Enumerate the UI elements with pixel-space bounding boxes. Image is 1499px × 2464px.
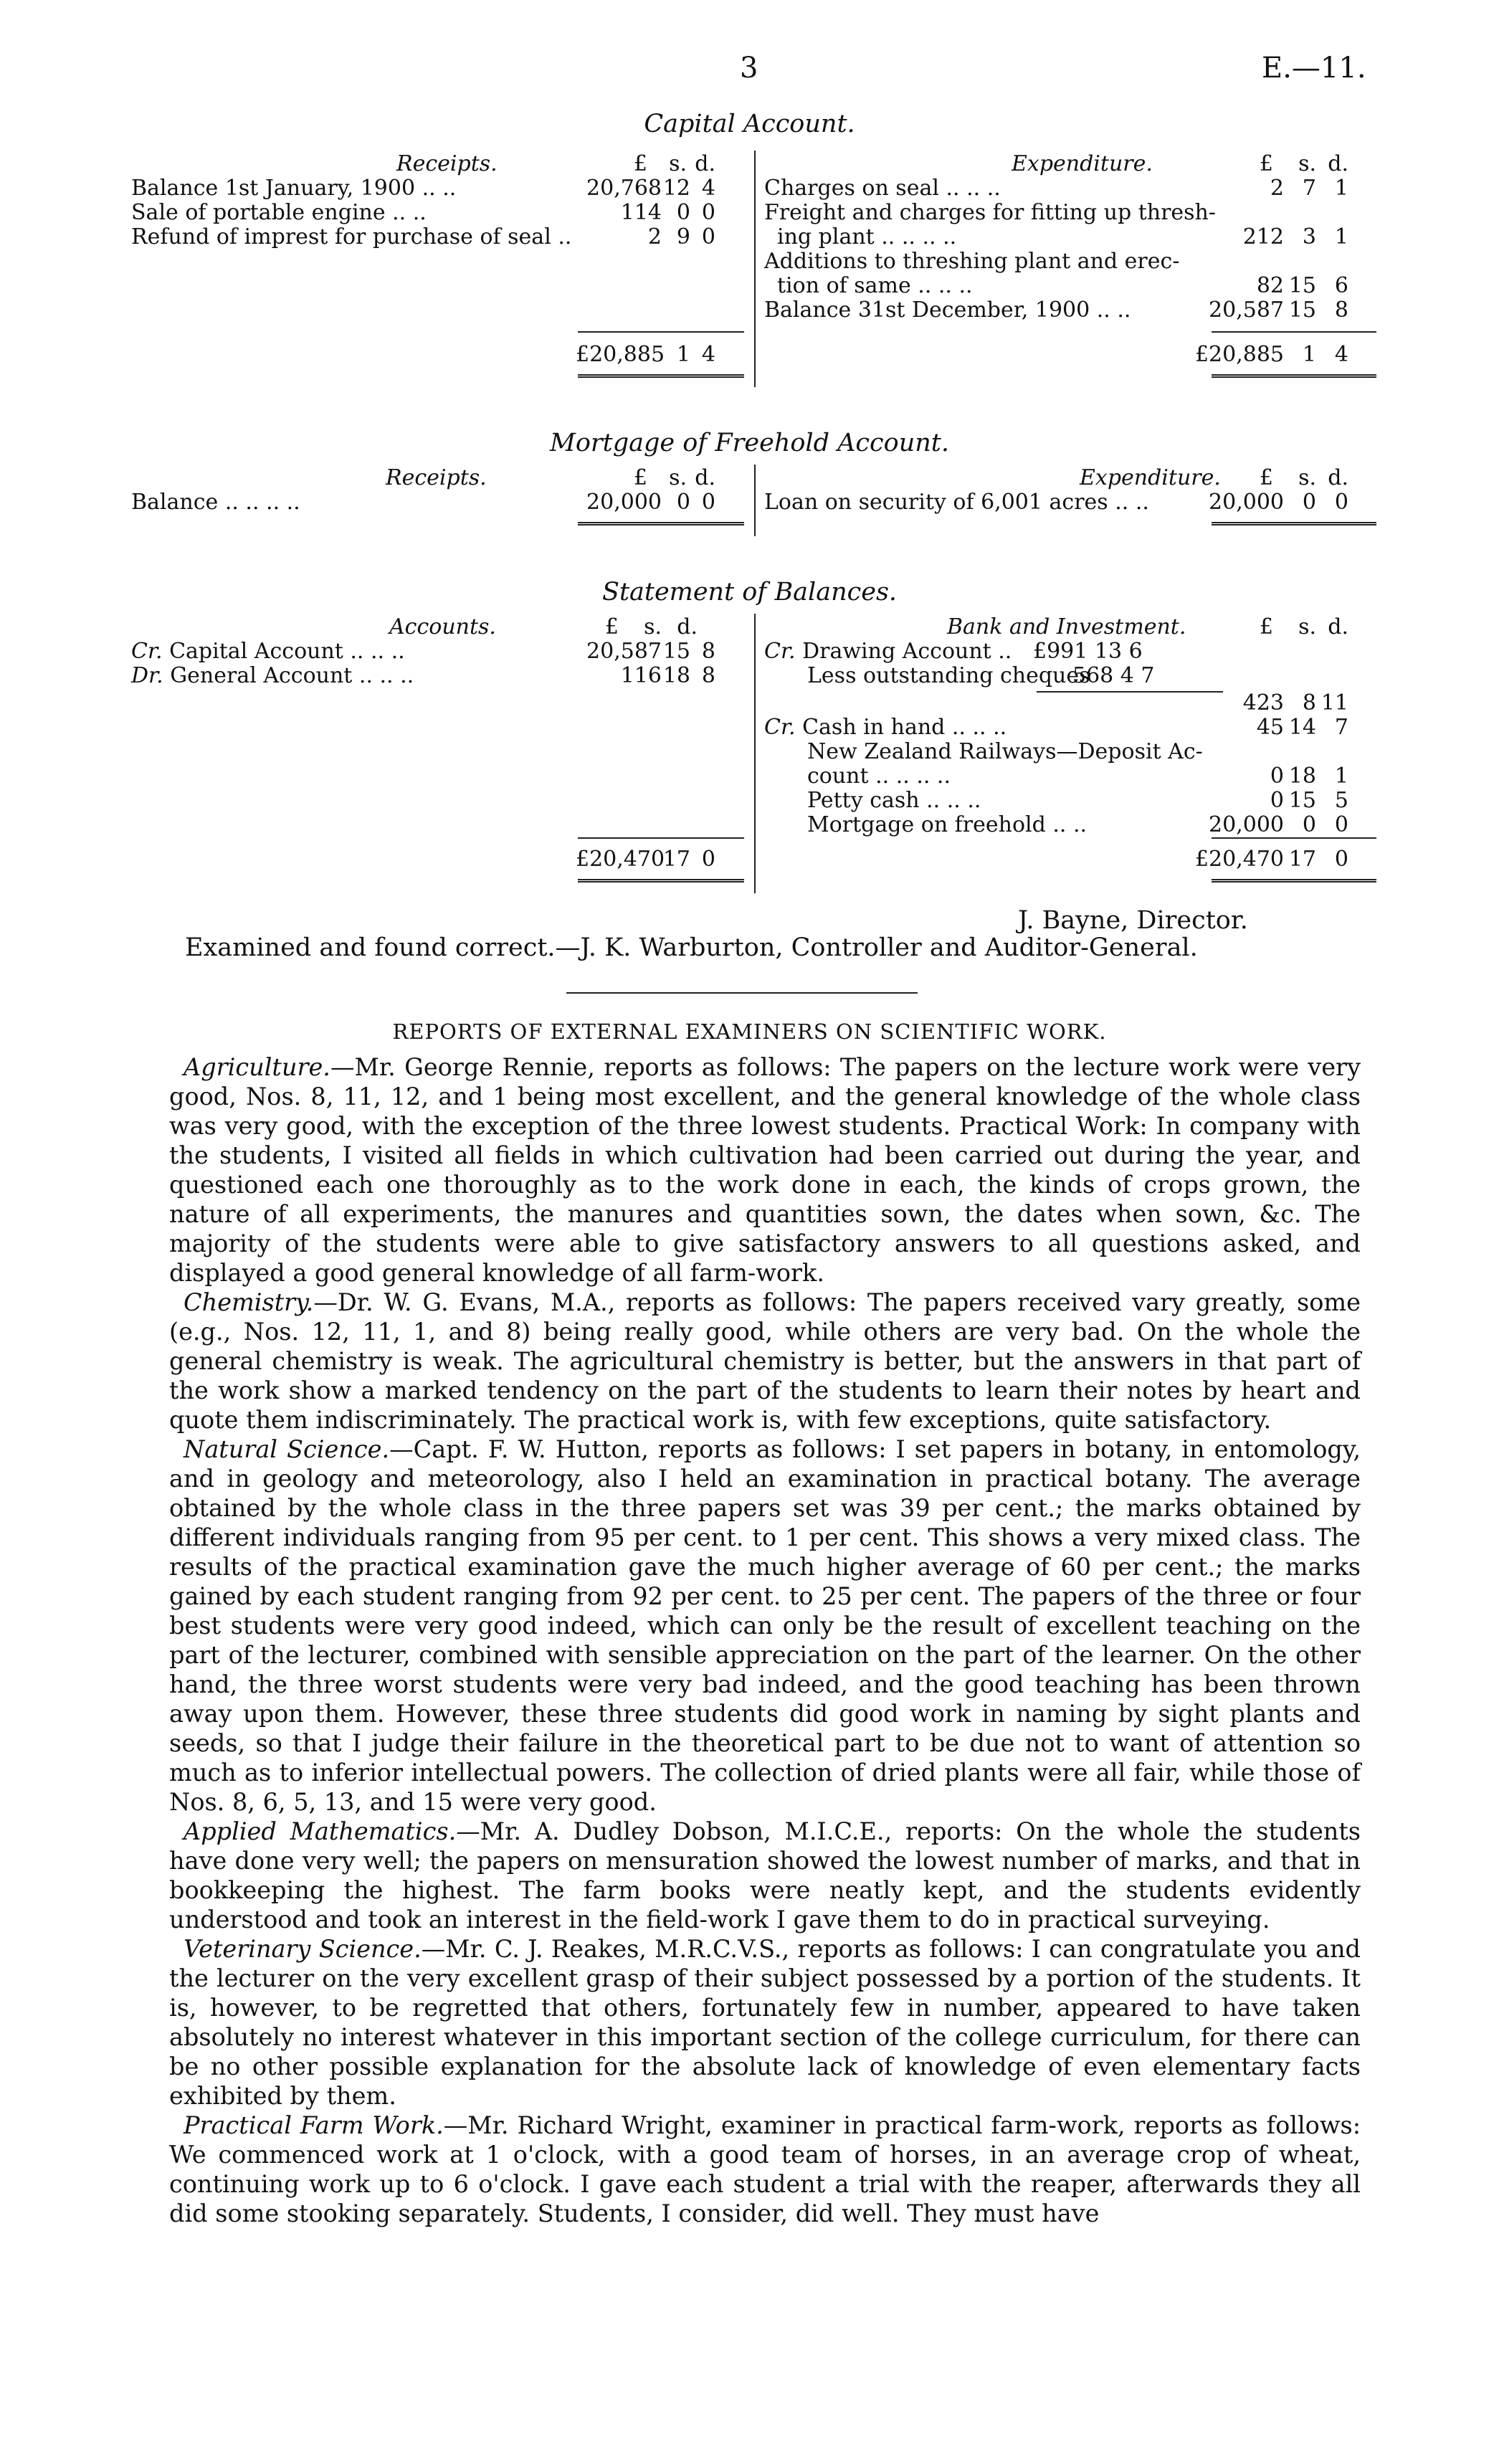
bank-prefix: Cr. xyxy=(764,715,796,740)
receipts-heading: Receipts. xyxy=(396,151,498,176)
accounts-heading: Accounts. xyxy=(389,614,496,639)
mortgage-divider xyxy=(754,465,756,536)
receipt-shillings: 0 xyxy=(676,200,690,225)
expenditure-pence: 6 xyxy=(1334,273,1348,298)
report-subject: Natural Science. xyxy=(184,1435,390,1463)
capital-receipts-rule xyxy=(578,331,744,333)
bank-shillings: 8 xyxy=(1302,690,1316,715)
capital-receipts xyxy=(131,152,748,249)
pounds-header: £ xyxy=(633,151,647,176)
report-paragraph xyxy=(169,1934,1361,2111)
receipt-label: Refund of imprest for purchase of seal .. xyxy=(131,224,572,249)
total-pence: 0 xyxy=(1334,847,1348,872)
account-row xyxy=(131,664,748,688)
receipt-shillings: 12 xyxy=(662,176,690,201)
total-pence: 4 xyxy=(701,342,715,367)
receipt-shillings: 0 xyxy=(676,490,690,515)
expenditure-shillings: 0 xyxy=(1302,490,1316,515)
expenditure-pounds: 2 xyxy=(1270,176,1284,201)
bank-pence: 7 xyxy=(1334,715,1348,740)
pounds-header: £ xyxy=(633,465,647,490)
expenditure-shillings: 3 xyxy=(1302,224,1316,249)
receipt-row xyxy=(131,225,748,249)
expenditure-row xyxy=(764,225,1381,249)
expenditure-label-continued: ing plant .. .. .. .. xyxy=(777,224,957,249)
total-pounds: £20,885 xyxy=(1194,342,1284,367)
reports-heading: REPORTS OF EXTERNAL EXAMINERS ON SCIENTIFIC WORK. xyxy=(392,1019,1107,1044)
bank-shillings: 0 xyxy=(1302,812,1316,837)
account-label: General Account .. .. .. xyxy=(170,663,414,688)
balances-divider xyxy=(754,614,756,893)
bank-label: Less outstanding cheques xyxy=(807,663,1090,688)
accounts-total xyxy=(576,847,748,872)
bank-shillings: 18 xyxy=(1288,764,1316,789)
bank-row xyxy=(764,789,1381,813)
account-shillings: 18 xyxy=(662,663,690,688)
expenditure-pence: 0 xyxy=(1334,490,1348,515)
expenditure-pounds: 20,587 xyxy=(1209,298,1284,323)
bank-pounds: 0 xyxy=(1270,788,1284,813)
expenditure-shillings: 15 xyxy=(1288,298,1316,323)
expenditure-pence: 1 xyxy=(1334,176,1348,201)
pounds-header: £ xyxy=(1259,151,1273,176)
account-row xyxy=(131,639,748,664)
bank-pounds: 20,000 xyxy=(1209,812,1284,837)
receipt-pounds: 114 xyxy=(620,200,662,225)
auditor-statement: Examined and found correct.—J. K. Warburton, Controller and Auditor-General. xyxy=(185,933,1198,962)
expenditure-pounds: 82 xyxy=(1256,273,1284,298)
capital-account-title: Capital Account. xyxy=(644,110,855,138)
statement-of-balances-title: Statement of Balances. xyxy=(601,578,898,607)
receipt-label: Balance .. .. .. .. xyxy=(131,490,300,515)
receipt-row xyxy=(131,490,748,515)
account-shillings: 15 xyxy=(662,639,690,664)
capital-expenditure-rule xyxy=(1212,331,1376,333)
mortgage-expenditure xyxy=(764,466,1381,515)
receipt-shillings: 9 xyxy=(676,224,690,249)
account-pounds: 116 xyxy=(620,663,662,688)
expenditure-pounds: 212 xyxy=(1242,224,1284,249)
capital-expenditure-double-rule xyxy=(1212,374,1376,381)
director-signature: J. Bayne, Director. xyxy=(1018,906,1248,935)
bank-rule xyxy=(1212,837,1376,839)
shillings-header: s. xyxy=(1298,614,1316,639)
bank-double-rule xyxy=(1212,879,1376,885)
receipt-pence: 0 xyxy=(701,224,715,249)
receipts-heading: Receipts. xyxy=(386,465,487,490)
total-shillings: 17 xyxy=(1288,847,1316,872)
capital-expenditure xyxy=(764,152,1381,323)
bank-row xyxy=(764,691,1381,715)
mortgage-receipts-double-rule xyxy=(578,522,744,528)
report-paragraph xyxy=(169,2111,1361,2228)
receipt-pounds: 20,000 xyxy=(586,490,662,515)
receipt-row xyxy=(131,201,748,225)
expenditure-label: Additions to threshing plant and erec- xyxy=(764,249,1180,274)
pence-header: d. xyxy=(677,614,698,639)
bank-shillings: 15 xyxy=(1288,788,1316,813)
shillings-header: s. xyxy=(669,465,687,490)
expenditure-pence: 8 xyxy=(1334,298,1348,323)
bank-pounds: 45 xyxy=(1256,715,1284,740)
receipt-pence: 0 xyxy=(701,490,715,515)
report-paragraph xyxy=(169,1052,1361,1288)
bank-row xyxy=(764,764,1381,789)
bank-pence: 1 xyxy=(1334,764,1348,789)
expenditure-heading: Expenditure. xyxy=(1080,465,1221,490)
mortgage-expenditure-double-rule xyxy=(1212,522,1376,528)
account-pounds: 20,587 xyxy=(586,639,662,664)
report-subject: Veterinary Science. xyxy=(184,1935,422,1963)
bank-pence: 0 xyxy=(1334,812,1348,837)
total-pounds: £20,470 xyxy=(1194,847,1284,872)
expenditure-shillings: 15 xyxy=(1288,273,1316,298)
bank-row xyxy=(764,715,1381,740)
page-number: 3 xyxy=(740,52,758,85)
report-paragraph xyxy=(169,1435,1361,1817)
expenditure-row xyxy=(764,298,1381,323)
pounds-header: £ xyxy=(1259,614,1273,639)
expenditure-label: Loan on security of 6,001 acres .. .. xyxy=(764,490,1149,515)
bank-row xyxy=(764,639,1381,664)
bank-label-continued: count .. .. .. .. xyxy=(807,764,951,789)
receipt-pounds: 2 xyxy=(647,224,662,249)
capital-receipts-total xyxy=(576,343,748,367)
report-paragraph xyxy=(169,1817,1361,1934)
shillings-header: s. xyxy=(1298,151,1316,176)
accounts-rule xyxy=(578,837,744,839)
account-prefix: Dr. xyxy=(131,663,163,688)
expenditure-pence: 1 xyxy=(1334,224,1348,249)
expenditure-heading: Expenditure. xyxy=(1012,151,1153,176)
total-shillings: 17 xyxy=(662,847,690,872)
report-text: —Capt. F. W. Hutton, reports as follows: I set papers in botany, in entomology, and in geology and meteorology, also I held an examination in practical botany. The average obtained by the whole class in the three papers set was 39 per cent.; the marks obtained by different individuals ranging from 95 per cent. to 1 per cent. This shows a very mixed class. The results of the practical examination gave the much higher average of 60 per cent.; the marks gained by each student ranging from 92 per cent. to 25 per cent. The papers of the three or four best students were very good indeed, which can only be the result of excellent teaching on the part of the lecturer, combined with sensible appreciation on the part of the learner. On the other hand, the three worst students were very bad indeed, and the good teaching has been thrown away upon them. However, these three students did good work in naming by sight plants and seeds, so that I judge their failure in the theoretical part to be due not to want of attention so much as to inferior intellectual powers. The collection of dried plants were all fair, while those of Nos. 8, 6, 5, 13, and 15 were very good. xyxy=(169,1435,1361,1816)
bank-label: Petty cash .. .. .. xyxy=(807,788,981,813)
bank-pounds: 0 xyxy=(1270,764,1284,789)
report-text: —Mr. George Rennie, reports as follows: The papers on the lecture work were very good, Nos. 8, 11, 12, and 1 being most excellent, and the general knowledge of the whole class was very good, with the exception of the three lowest students. Practical Work: In company with the students, I visited all fields in which cultivation had been carried out during the year, and questioned each one thoroughly as to the work done in each, the kinds of crops grown, the nature of all experiments, the manures and quantities sown, the dates when sown, &c. The majority of the students were able to give satisfactory answers to all questions asked, and displayed a good general knowledge of all farm-work. xyxy=(169,1053,1361,1287)
receipt-label: Balance 1st January, 1900 .. .. xyxy=(131,176,457,201)
bank-pence: 11 xyxy=(1320,690,1348,715)
capital-divider xyxy=(754,151,756,387)
report-text: —Mr. Richard Wright, examiner in practical farm-work, reports as follows: We commenced work at 1 o'clock, with a good team of horses, in an average crop of wheat, continuing work up to 6 o'clock. I gave each student a trial with the reaper, afterwards they all did some stooking separately. Students, I consider, did well. They must have xyxy=(169,2111,1361,2227)
report-subject: Chemistry. xyxy=(184,1288,314,1316)
report-subject: Practical Farm Work. xyxy=(184,2111,444,2139)
expenditure-row xyxy=(764,176,1381,201)
expenditure-shillings: 7 xyxy=(1302,176,1316,201)
bank-label: Cash in hand .. .. .. xyxy=(802,715,1007,740)
reports-body xyxy=(169,1052,1361,2228)
total-pounds: £20,885 xyxy=(576,342,665,367)
bank-amount: £991 13 6 xyxy=(1033,639,1143,664)
expenditure-label: Freight and charges for fitting up thresh- xyxy=(764,200,1217,225)
report-text: —Mr. A. Dudley Dobson, M.I.C.E., reports: On the whole the students have done very well; the papers on mensuration showed the lowest number of marks, and that in bookkeeping the highest. The farm books were neatly kept, and the students evidently understood and took an interest in the field-work I gave them to do in practical surveying. xyxy=(169,1817,1361,1933)
receipt-label: Sale of portable engine .. .. xyxy=(131,200,427,225)
mortgage-account-title: Mortgage of Freehold Account. xyxy=(550,429,949,457)
account-label: Capital Account .. .. .. xyxy=(169,639,405,664)
pence-header: d. xyxy=(1328,614,1348,639)
bank-row xyxy=(764,813,1381,837)
expenditure-label-continued: tion of same .. .. .. xyxy=(777,273,973,298)
bank-row xyxy=(764,664,1381,688)
shillings-header: s. xyxy=(669,151,687,176)
receipt-row xyxy=(131,176,748,201)
document-reference: E.—11. xyxy=(1262,52,1366,85)
report-subject: Agriculture. xyxy=(184,1053,330,1081)
account-prefix: Cr. xyxy=(131,639,163,664)
report-subject: Applied Mathematics. xyxy=(184,1817,457,1845)
pounds-header: £ xyxy=(604,614,619,639)
bank-amount: 568 4 7 xyxy=(1072,663,1155,688)
total-pounds: £20,470 xyxy=(576,847,665,872)
accounts-double-rule xyxy=(578,879,744,885)
account-pence: 8 xyxy=(701,663,715,688)
total-shillings: 1 xyxy=(1302,342,1316,367)
bank-total xyxy=(1194,847,1381,872)
pence-header: d. xyxy=(695,465,715,490)
pence-header: d. xyxy=(1328,465,1348,490)
expenditure-row xyxy=(764,490,1381,515)
bank-label: Drawing Account .. xyxy=(802,639,1012,664)
receipt-pence: 4 xyxy=(701,176,715,201)
report-text: —Mr. C. J. Reakes, M.R.C.V.S., reports as follows: I can congratulate you and the lecturer on the very excellent grasp of their subject possessed by a portion of the students. It is, however, to be regretted that others, fortunately few in number, appeared to have taken absolutely no interest whatever in this important section of the college curriculum, for there can be no other possible explanation for the absolute lack of knowledge of even elementary facts exhibited by them. xyxy=(169,1935,1361,2110)
balances-accounts xyxy=(131,615,748,688)
section-separator xyxy=(566,992,918,994)
expenditure-label: Charges on seal .. .. .. xyxy=(764,176,1001,201)
receipt-pounds: 20,768 xyxy=(586,176,662,201)
expenditure-label: Balance 31st December, 1900 .. .. xyxy=(764,298,1131,323)
mortgage-receipts xyxy=(131,466,748,515)
bank-label: Mortgage on freehold .. .. xyxy=(807,812,1088,837)
capital-receipts-double-rule xyxy=(578,374,744,381)
shillings-header: s. xyxy=(644,614,662,639)
pence-header: d. xyxy=(695,151,715,176)
report-paragraph xyxy=(169,1288,1361,1435)
shillings-header: s. xyxy=(1298,465,1316,490)
receipt-pence: 0 xyxy=(701,200,715,225)
balances-bank xyxy=(764,615,1381,837)
total-shillings: 1 xyxy=(676,342,690,367)
bank-label: New Zealand Railways—Deposit Ac- xyxy=(807,739,1203,764)
report-text: —Dr. W. G. Evans, M.A., reports as follows: The papers received vary greatly, some (e.g., Nos. 12, 11, 1, and 8) being really good, while others are very bad. On the whole the general chemistry is weak. The agricultural chemistry is better, but the answers in that part of the work show a marked tendency on the part of the students to learn their notes by heart and quote them indiscriminately. The practical work is, with few exceptions, quite satisfactory. xyxy=(169,1288,1361,1434)
account-pence: 8 xyxy=(701,639,715,664)
pounds-header: £ xyxy=(1259,465,1273,490)
total-pence: 4 xyxy=(1334,342,1348,367)
bank-prefix: Cr. xyxy=(764,639,796,664)
pence-header: d. xyxy=(1328,151,1348,176)
expenditure-row xyxy=(764,274,1381,298)
bank-shillings: 14 xyxy=(1288,715,1316,740)
capital-expenditure-total xyxy=(1194,343,1381,367)
bank-pounds: 423 xyxy=(1242,690,1284,715)
total-pence: 0 xyxy=(701,847,715,872)
expenditure-pounds: 20,000 xyxy=(1209,490,1284,515)
bank-pence: 5 xyxy=(1334,788,1348,813)
bank-heading: Bank and Investment. xyxy=(947,614,1186,639)
